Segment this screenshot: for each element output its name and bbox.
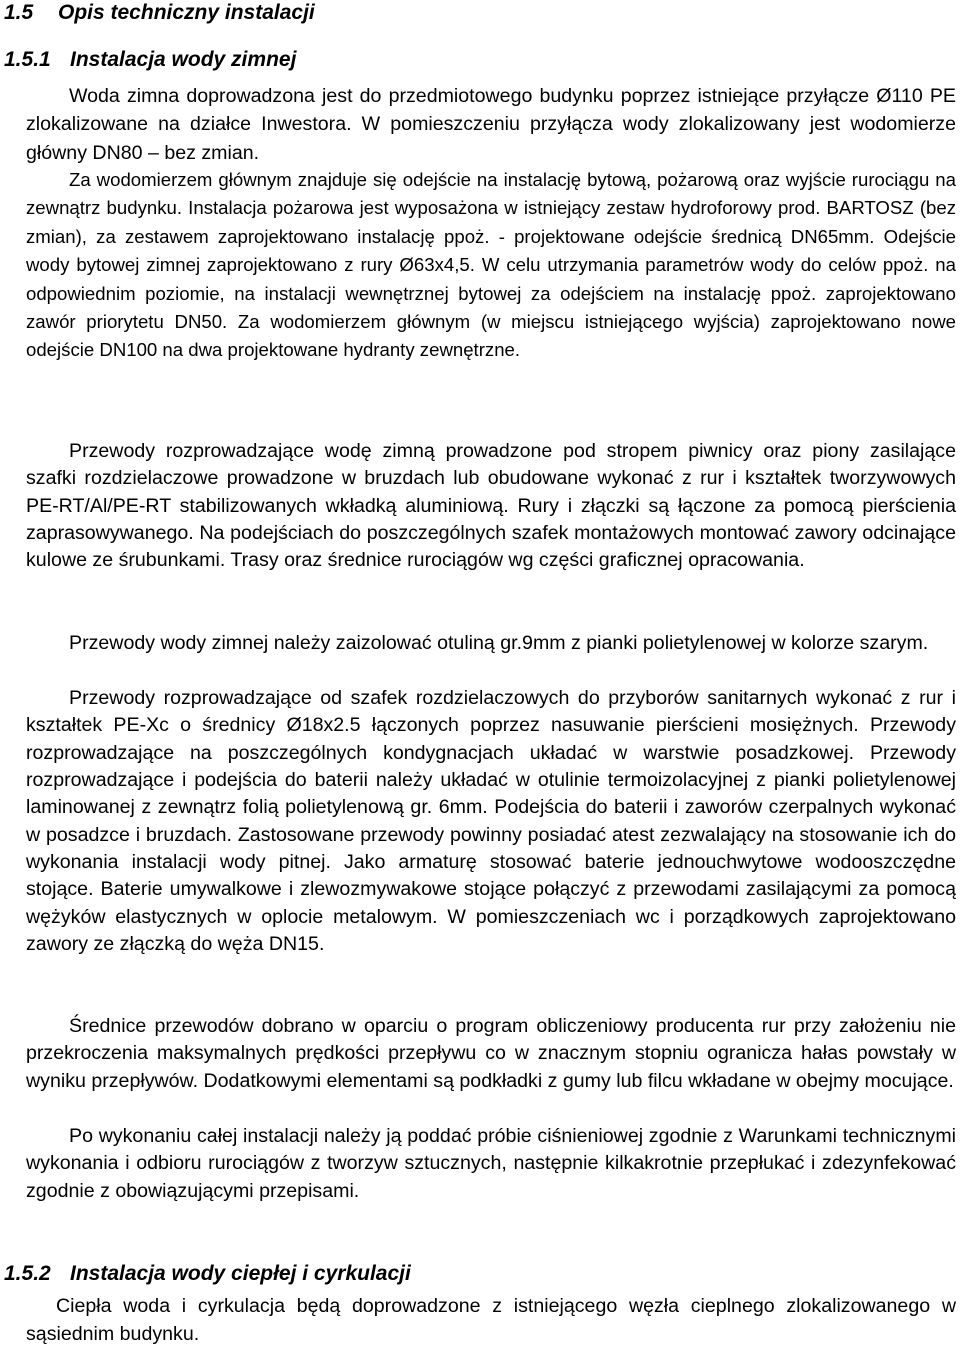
paragraph-distribution-pipes: Przewody rozprowadzające wodę zimną prowadzone pod stropem piwnicy oraz piony zasilające szafki rozdzielaczowe prowadzone w bruzdach lub obudowane wykonać z rur i kształtek tworzywowych PE-RT/Al/PE-RT stabilizowanych wkładką aluminiową. Rury i złączki są łączone za pomocą pierścienia zaprasowywanego. Na podejściach do poszczególnych szafek montażowych montować zawory odcinające kulowe ze śrubunkami. Trasy oraz średnice rurociągów wg części graficznej opracowania. <box>26 440 956 572</box>
subsection-number-hot-water: 1.5.2 <box>4 1262 51 1285</box>
paragraph-pipe-insulation: Przewody wody zimnej należy zaizolować otuliną gr.9mm z pianki polietylenowej w kolorze szarym. <box>69 632 929 654</box>
section-number: 1.5 <box>4 1 34 24</box>
section-title: Opis techniczny instalacji <box>58 1 315 24</box>
section-heading <box>4 0 315 26</box>
subsection-title-cold-water: Instalacja wody zimnej <box>70 48 297 71</box>
subsection-heading-cold-water <box>4 47 296 73</box>
paragraph-fixture-connections: Przewody rozprowadzające od szafek rozdzielaczowych do przyborów sanitarnych wykonać z rur i kształtek PE-Xc o średnicy Ø18x2.5 łączonych poprzez nasuwanie pierścieni mosiężnych. Przewody rozprowadzające na poszczególnych kondygnacjach układać w warstwie posadzkowej. Przewody rozprowadzające i podejścia do baterii należy układać w otulinie termoizolacyjnej z pianki polietylenowej laminowanej z zewnątrz folią polietylenową gr. 6mm. Podejścia do baterii i zaworów czerpalnych wykonać w posadzce i bruzdach. Zastosowane przewody powinny posiadać atest zezwalający na stosowanie ich do wykonania instalacji wody pitnej. Jako armaturę stosować baterie jednouchwytowe wodooszczędne stojące. Baterie umywalkowe i zlewozmywakowe stojące połączyć z przewodami zasilającymi za pomocą wężyków elastycznych w oplocie metalowym. W pomieszczeniach wc i porządkowych zaprojektowano zawory ze złączką do węża DN15. <box>26 687 956 956</box>
subsection-number-cold-water: 1.5.1 <box>4 48 51 71</box>
paragraph-cold-water-supply: Woda zimna doprowadzona jest do przedmiotowego budynku poprzez istniejące przyłącze Ø110 PE zlokalizowane na działce Inwestora. W pomieszczeniu przyłącza wody zlokalizowany jest wodomierze główny DN80 – bez zmian. <box>26 85 956 164</box>
paragraph-hot-water-supply: Ciepła woda i cyrkulacja będą doprowadzone z istniejącego węzła cieplnego zlokalizowanego w sąsiednim budynku. <box>26 1295 956 1345</box>
subsection-heading-hot-water <box>4 1261 411 1287</box>
paragraph-pipe-sizing: Średnice przewodów dobrano w oparciu o program obliczeniowy producenta rur przy założeniu nie przekroczenia maksymalnych prędkości przepływu co w znacznym stopniu ogranicza hałas powstały w wyniku przepływów. Dodatkowymi elementami są podkładki z gumy lub filcu wkładane w obejmy mocujące. <box>26 1015 956 1092</box>
paragraph-water-meter-branches: Za wodomierzem głównym znajduje się odejście na instalację bytową, pożarową oraz wyjście rurociągu na zewnątrz budynku. Instalacja pożarowa jest wyposażona w istniejący zestaw hydroforowy prod. BARTOSZ (bez zmian), za zestawem zaprojektowano instalację ppoż. - projektowane odejście średnicą DN65mm. Odejście wody bytowej zimnej zaprojektowano z rury Ø63x4,5. W celu utrzymania parametrów wody do celów ppoż. na odpowiednim poziomie, na instalacji wewnętrznej bytowej za odejściem na instalację ppoż. zaprojektowano zawór priorytetu DN50. Za wodomierzem głównym (w miejscu istniejącego wyjścia) zaprojektowano nowe odejście DN100 na dwa projektowane hydranty zewnętrzne. <box>26 169 956 361</box>
subsection-title-hot-water: Instalacja wody ciepłej i cyrkulacji <box>70 1262 411 1285</box>
paragraph-pressure-test: Po wykonaniu całej instalacji należy ją poddać próbie ciśnieniowej zgodnie z Warunkami technicznymi wykonania i odbioru rurociągów z tworzyw sztucznych, następnie kilkakrotnie przepłukać i zdezynfekować zgodnie z obowiązującymi przepisami. <box>26 1125 956 1202</box>
